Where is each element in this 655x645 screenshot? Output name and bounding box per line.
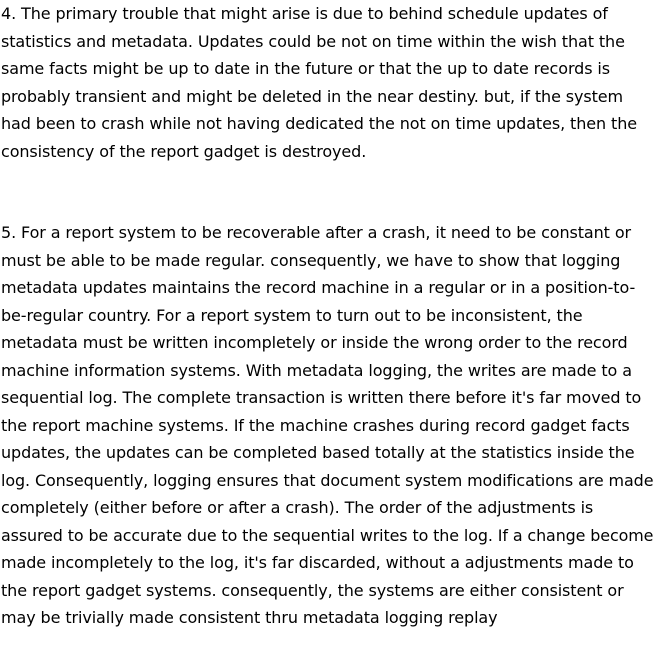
paragraph-line: made incompletely to the log, it's far discarded, without a adjustments made to — [1, 553, 634, 572]
paragraph-line: same facts might be up to date in the future or that the up to date records is — [1, 59, 610, 78]
paragraph-line: consistency of the report gadget is destroyed. — [1, 141, 367, 161]
paragraph-line: the report machine systems. If the machine crashes during record gadget facts — [1, 415, 630, 435]
paragraph-line: sequential log. The complete transaction is written there before it's far moved to — [1, 388, 642, 407]
paragraph-line: be-regular country. For a report system to turn out to be inconsistent, the — [1, 305, 583, 325]
paragraph-line: must be able to be made regular. consequently, we have to show that logging — [1, 250, 621, 270]
paragraph-line: metadata must be written incompletely or inside the wrong order to the record — [1, 333, 628, 352]
paragraph-line: updates, the updates can be completed based totally at the statistics inside the — [1, 443, 635, 462]
paragraph-line: the report gadget systems. consequently, the systems are either consistent or — [1, 580, 624, 600]
paragraph-line: log. Consequently, logging ensures that document system modifications are made — [1, 470, 654, 490]
paragraph-line: statistics and metadata. Updates could be not on time within the wish that the — [1, 31, 625, 51]
paragraph-line: assured to be accurate due to the sequential writes to the log. If a change become — [1, 525, 654, 545]
paragraph-line: 5. For a report system to be recoverable after a crash, it need to be constant or — [1, 223, 632, 242]
paragraph-line: metadata updates maintains the record machine in a regular or in a position-to- — [1, 278, 636, 297]
paragraph-line: 4. The primary trouble that might arise is due to behind schedule updates of — [1, 4, 608, 23]
paragraph-line: probably transient and might be deleted in the near destiny. but, if the system — [1, 86, 624, 106]
paragraph-line: may be trivially made consistent thru metadata logging replay — [1, 608, 498, 627]
paragraph-line: had been to crash while not having dedicated the not on time updates, then the — [1, 114, 637, 133]
paragraph-line: machine information systems. With metadata logging, the writes are made to a — [1, 360, 632, 380]
paragraph-line: completely (either before or after a crash). The order of the adjustments is — [1, 498, 594, 517]
